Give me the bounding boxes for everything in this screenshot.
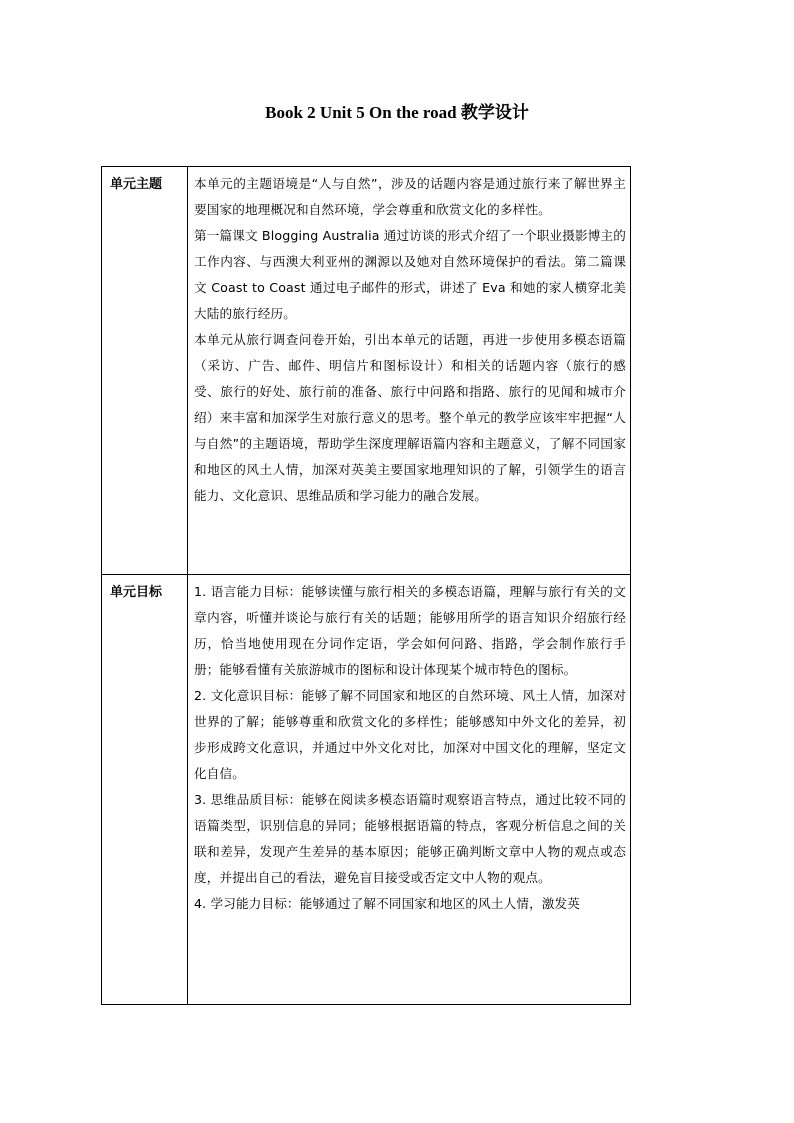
- goal-cultural-awareness: 2. 文化意识目标：能够了解不同国家和地区的自然环境、风土人情，加深对世界的了解；能够尊重和欣赏文化的多样性；能够感知中外文化的差异，初步形成跨文化意识，并通过中外文化对比，加深对中国文化的理解，坚定文化自信。: [194, 688, 626, 781]
- goal-learning-ability: 4. 学习能力目标：能够通过了解不同国家和地区的风土人情，激发英: [194, 896, 581, 911]
- page-title: Book 2 Unit 5 On the road 教学设计: [265, 103, 529, 122]
- lesson-plan-table: [101, 166, 631, 1005]
- theme-paragraph-1: 本单元的主题语境是“人与自然”，涉及的话题内容是通过旅行来了解世界主要国家的地理概况和自然环境，学会尊重和欣赏文化的多样性。: [194, 176, 626, 217]
- table-row-unit-goals: [102, 575, 631, 1005]
- row-content-unit-theme: [188, 167, 631, 575]
- goal-thinking-quality: 3. 思维品质目标：能够在阅读多模态语篇时观察语言特点，通过比较不同的语篇类型，识别信息的异同；能够根据语篇的特点，客观分析信息之间的关联和差异，发现产生差异的基本原因；能够正确判断文章中人物的观点或态度，并提出自己的看法，避免盲目接受或否定文中人物的观点。: [194, 792, 626, 885]
- goal-language-ability: 1. 语言能力目标：能够读懂与旅行相关的多模态语篇，理解与旅行有关的文章内容，听懂并谈论与旅行有关的话题；能够用所学的语言知识介绍旅行经历，恰当地使用现在分词作定语，学会如何问路、指路，学会制作旅行手册；能够看懂有关旅游城市的图标和设计体现某个城市特色的图标。: [194, 584, 626, 677]
- row-label-unit-theme: 单元主题: [102, 167, 188, 575]
- row-label-unit-goals: 单元目标: [102, 575, 188, 1005]
- theme-paragraph-2: 第一篇课文 Blogging Australia 通过访谈的形式介绍了一个职业摄影博主的工作内容、与西澳大利亚州的渊源以及她对自然环境保护的看法。第二篇课文 Coast to Coast 通过电子邮件的形式，讲述了 Eva 和她的家人横穿北美大陆的旅行经历。: [194, 228, 626, 321]
- row-content-unit-goals: [188, 575, 631, 1005]
- table-row-unit-theme: [102, 167, 631, 575]
- theme-paragraph-3: 本单元从旅行调查问卷开始，引出本单元的话题，再进一步使用多模态语篇（采访、广告、邮件、明信片和图标设计）和相关的话题内容（旅行的感受、旅行的好处、旅行前的准备、旅行中问路和指路、旅行的见闻和城市介绍）来丰富和加深学生对旅行意义的思考。整个单元的教学应该牢牢把握“人与自然”的主题语境，帮助学生深度理解语篇内容和主题意义，了解不同国家和地区的风土人情，加深对英美主要国家地理知识的了解，引领学生的语言能力、文化意识、思维品质和学习能力的融合发展。: [194, 332, 626, 503]
